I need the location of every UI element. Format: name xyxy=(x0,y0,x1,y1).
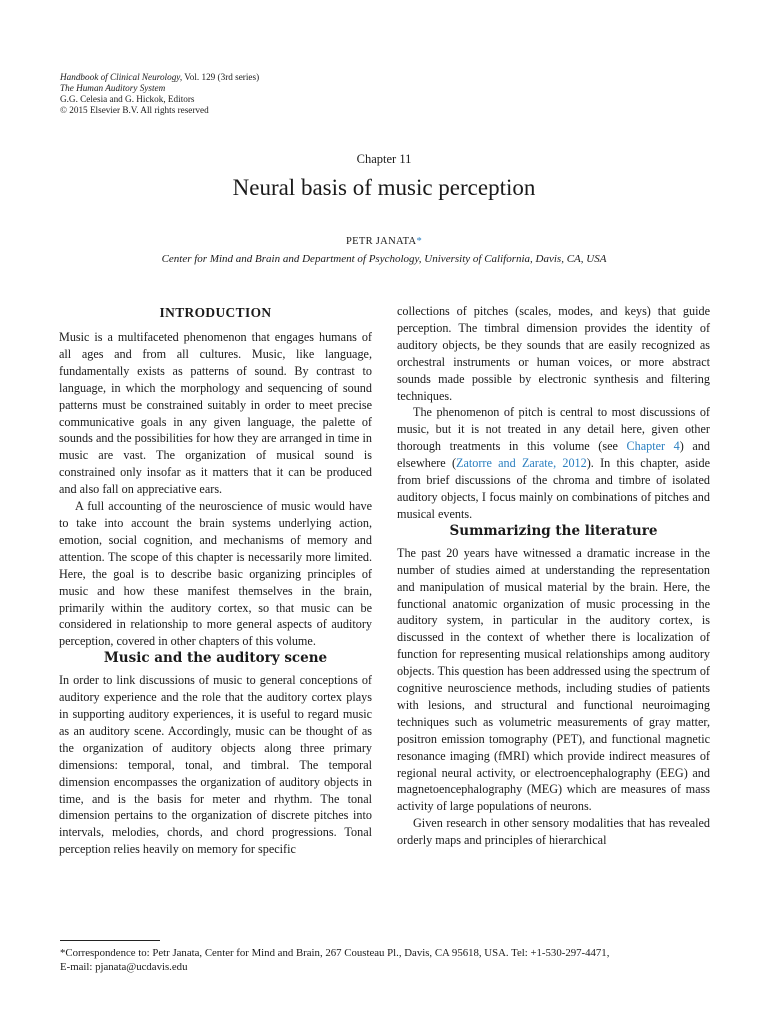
journal-name: Handbook of Clinical Neurology, xyxy=(60,72,183,82)
author-name: PETR JANATA xyxy=(346,236,417,247)
chapter-label: Chapter 11 xyxy=(356,152,412,166)
volume-info: Vol. 129 (3rd series) xyxy=(182,72,260,82)
footnote-email: E-mail: pjanata@ucdavis.edu xyxy=(60,961,188,973)
intro-paragraph-2: A full accounting of the neuroscience of music would have to take into account the brain systems underlying action, emotion, social cognition, and mechanisms of memory and attention. The scope of this chapter is necessarily more limited. Here, the goal is to describe basic organizing principles of music and how these manifest themselves in the brain, primarily within the auditory cortex, so that music can be considered in relationship to more general aspects of auditory perception, covered in other chapters of this volume. xyxy=(59,499,372,649)
editors: G.G. Celesia and G. Hickok, Editors xyxy=(60,94,195,104)
right-paragraph-2 xyxy=(397,404,710,522)
music-paragraph-1: In order to link discussions of music to general conceptions of auditory experience and the role that the auditory cortex plays in supporting auditory experiences, it is useful to regard music as an auditory scene. Accordingly, music can be thought of as the organization of auditory objects along three primary dimensions: temporal, tonal, and timbral. The temporal dimension encompasses the organization of auditory objects in time, and is the basis for meter and rhythm. The tonal dimension pertains to the organization of discrete pitches into intervals, melodies, chords, and chord progressions. Tonal perception relies heavily on memory for specific xyxy=(59,673,372,857)
introduction-heading: INTRODUCTION xyxy=(159,305,272,320)
author-line xyxy=(0,236,768,247)
affiliation: Center for Mind and Brain and Department of Psychology, University of California, Davis, CA, USA xyxy=(161,253,607,265)
footnote-line-1: *Correspondence to: Petr Janata, Center for Mind and Brain, 267 Cousteau Pl., Davis, CA 95618, USA. Tel: +1-530-297-4471, xyxy=(60,947,610,959)
literature-heading: Summarizing the literature xyxy=(449,522,658,539)
footnote-rule xyxy=(60,940,160,941)
copyright: © 2015 Elsevier B.V. All rights reserved xyxy=(60,105,209,115)
chapter-4-link[interactable]: Chapter 4 xyxy=(626,439,680,454)
book-title: The Human Auditory System xyxy=(60,83,166,93)
right-p2-text-c: ). In this chapter, aside from brief discussions of the chroma and timbre of isolated auditory objects, I focus mainly on combinations of pitches and musical events. xyxy=(397,456,711,521)
intro-paragraph-1: Music is a multifaceted phenomenon that engages humans of all ages and from all cultures. Music, like language, fundamentally exists as patterns of sound. By contrast to language, in which the morphology and sequencing of sound patterns must be constrained suitably in order to meet precise communicative goals in any given language, the palette of sounds and the possibilities for how they are arranged in time in music are vast. The organization of musical sound is constrained only insofar as it matters that it can be produced and also fall on appreciative ears. xyxy=(59,330,372,497)
chapter-title: Neural basis of music perception xyxy=(232,175,536,200)
literature-paragraph-1: The past 20 years have witnessed a dramatic increase in the number of studies aimed at understanding the representation and manipulation of musical material by the brain. Here, the functional anatomic organization of music processing in the auditory system, in particular in the auditory cortex, is discussed in the context of whether there is localization of function for representing musical relationships among auditory objects. This question has been addressed using the spectrum of cognitive neuroscience methods, including studies of patients with lesions, and structural and functional neuroimaging techniques such as volumetric measurements of gray matter, positron emission tomography (PET), and functional magnetic resonance imaging (fMRI) which provide indirect measures of regional neural activity, or electroencephalography (EEG) and magnetoencephalography (MEG) which are measures of mass activity of large populations of neurons. xyxy=(397,545,710,814)
right-p2-text-a: The phenomenon of pitch is central to most discussions of music, but it is not treated in any detail here, given other thorough treatments in this volume (see xyxy=(397,405,710,454)
zatorre-zarate-link[interactable]: Zatorre and Zarate, 2012 xyxy=(456,456,587,471)
footnote xyxy=(60,946,710,974)
right-p2-text-b: ) and elsewhere ( xyxy=(397,439,710,471)
correspondence-marker[interactable]: * xyxy=(416,236,422,247)
music-auditory-scene-heading: Music and the auditory scene xyxy=(103,650,328,667)
left-column xyxy=(59,303,372,858)
right-paragraph-1: collections of pitches (scales, modes, and keys) that guide perception. The timbral dimension provides the identity of auditory objects, be they sounds that are easily recognized as orchestral instruments or human voices, or more abstract sounds made possible by electronic synthesis and filtering techniques. xyxy=(397,304,710,403)
literature-paragraph-2: Given research in other sensory modalities that has revealed orderly maps and principles of hierarchical xyxy=(397,816,710,848)
right-column xyxy=(397,303,710,849)
publication-metadata xyxy=(60,72,259,116)
